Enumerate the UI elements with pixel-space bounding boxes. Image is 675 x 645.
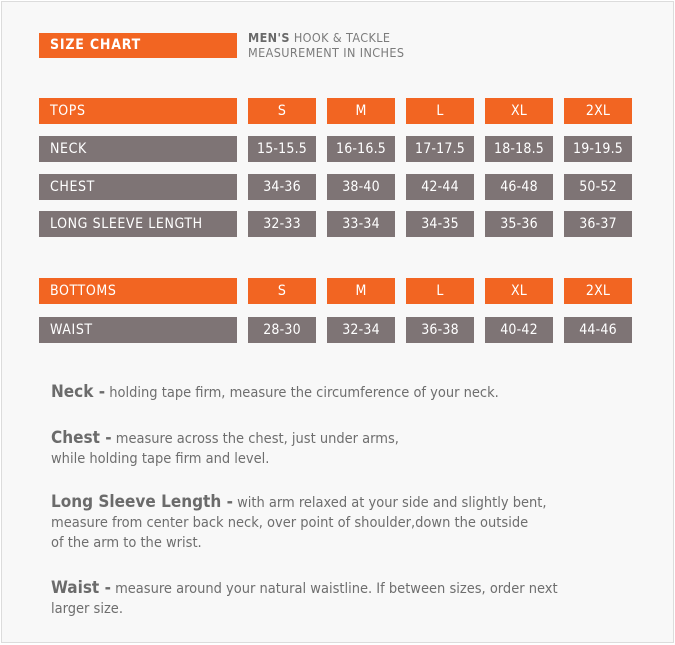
sleeve-value-2xl: 36-37	[564, 211, 632, 237]
bottoms-size-l: L	[406, 278, 474, 304]
size-chart-page	[1, 1, 674, 643]
waist-instruction	[51, 578, 611, 619]
sleeve-value-l: 34-35	[406, 211, 474, 237]
size-chart-subtitle	[248, 30, 508, 60]
bottoms-size-2xl: 2XL	[564, 278, 632, 304]
chest-text-2: while holding tape firm and level.	[51, 451, 270, 467]
neck-value-l: 17-17.5	[406, 136, 474, 162]
sleeve-value-xl: 35-36	[485, 211, 553, 237]
bottoms-size-xl: XL	[485, 278, 553, 304]
tops-size-m: M	[327, 98, 395, 124]
chest-text-1: measure across the chest, just under arms,	[111, 431, 399, 447]
neck-value-2xl: 19-19.5	[564, 136, 632, 162]
bottoms-size-s: S	[248, 278, 316, 304]
sleeve-length-label: LONG SLEEVE LENGTH	[39, 211, 237, 237]
tops-size-xl: XL	[485, 98, 553, 124]
neck-value-xl: 18-18.5	[485, 136, 553, 162]
chest-label: CHEST	[39, 174, 237, 200]
tops-size-l: L	[406, 98, 474, 124]
chest-value-xl: 46-48	[485, 174, 553, 200]
subtitle-line-2: MEASUREMENT IN INCHES	[248, 45, 405, 60]
sleeve-value-s: 32-33	[248, 211, 316, 237]
chest-value-l: 42-44	[406, 174, 474, 200]
waist-instruction-line-1	[51, 578, 611, 599]
bottoms-size-m: M	[327, 278, 395, 304]
neck-term: Neck -	[51, 382, 106, 402]
size-chart-title: SIZE CHART	[39, 33, 237, 58]
waist-value-2xl: 44-46	[564, 317, 632, 343]
neck-value-s: 15-15.5	[248, 136, 316, 162]
tops-header-label: TOPS	[39, 98, 237, 124]
sleeve-text-1: with arm relaxed at your side and slightly bent,	[232, 495, 547, 511]
tops-size-2xl: 2XL	[564, 98, 632, 124]
sleeve-text-3: of the arm to the wrist.	[51, 535, 202, 551]
tops-size-s: S	[248, 98, 316, 124]
waist-term: Waist -	[51, 578, 111, 598]
subtitle-collection: HOOK & TACKLE	[289, 30, 391, 45]
waist-value-m: 32-34	[327, 317, 395, 343]
neck-instruction	[51, 382, 611, 403]
waist-value-s: 28-30	[248, 317, 316, 343]
neck-instruction-line	[51, 382, 611, 403]
waist-text-1: measure around your natural waistline. If between sizes, order next	[110, 581, 558, 597]
subtitle-gender: MEN'S	[248, 30, 290, 45]
chest-value-m: 38-40	[327, 174, 395, 200]
sleeve-instruction-line-1	[51, 492, 611, 513]
sleeve-instruction	[51, 492, 611, 553]
chest-value-s: 34-36	[248, 174, 316, 200]
subtitle-line-1	[248, 30, 508, 45]
chest-instruction-line-1	[51, 428, 611, 449]
sleeve-text-2: measure from center back neck, over point of shoulder,down the outside	[51, 515, 529, 531]
bottoms-header-label: BOTTOMS	[39, 278, 237, 304]
waist-value-l: 36-38	[406, 317, 474, 343]
chest-value-2xl: 50-52	[564, 174, 632, 200]
waist-label: WAIST	[39, 317, 237, 343]
neck-value-m: 16-16.5	[327, 136, 395, 162]
neck-text: holding tape firm, measure the circumference of your neck.	[105, 385, 499, 401]
sleeve-term: Long Sleeve Length -	[51, 492, 233, 512]
chest-instruction	[51, 428, 611, 469]
waist-text-2: larger size.	[51, 601, 123, 617]
sleeve-value-m: 33-34	[327, 211, 395, 237]
waist-value-xl: 40-42	[485, 317, 553, 343]
chest-term: Chest -	[51, 428, 112, 448]
neck-label: NECK	[39, 136, 237, 162]
